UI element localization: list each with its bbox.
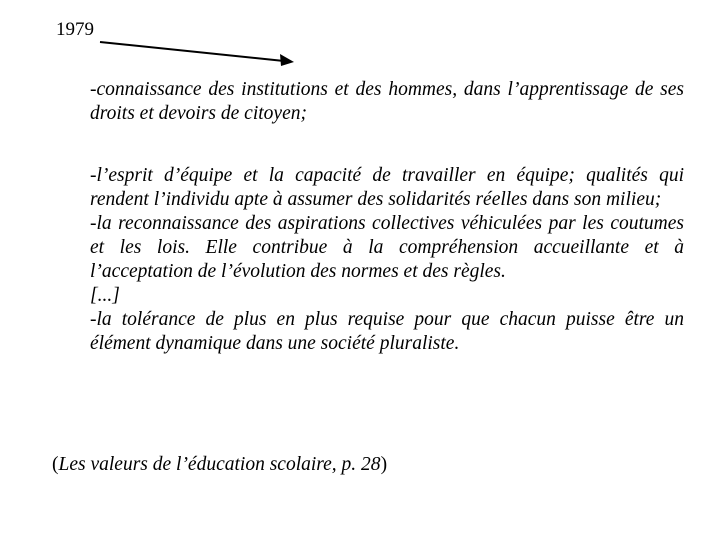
arrow-right-icon <box>98 32 298 72</box>
paragraph-reconnaissance: -la reconnaissance des aspirations collectives véhiculées par les coutumes et les lois. Elle contribue à la compréhension accueillante et à l’acceptation de l’évolution des normes et des règles. <box>90 213 684 282</box>
quote-block-1 <box>90 78 684 126</box>
year-heading: 1979 <box>56 19 94 40</box>
citation-text: Les valeurs de l’éducation scolaire, p. 28 <box>58 454 381 475</box>
paragraph-tolerance: -la tolérance de plus en plus requise pour que chacun puisse être un élément dynamique dans une société pluraliste. <box>90 309 684 354</box>
citation-close-paren: ) <box>380 454 388 475</box>
quote-block-2 <box>90 164 684 356</box>
paragraph-esprit-equipe: -l’esprit d’équipe et la capacité de travailler en équipe; qualités qui rendent l’individu apte à assumer des solidarités réelles dans son milieu; <box>90 165 684 210</box>
paragraph-ellipsis: [...] <box>90 285 120 306</box>
citation-open-paren: ( <box>52 454 59 475</box>
paragraph-institutions: -connaissance des institutions et des hommes, dans l’apprentissage de ses droits et devoirs de citoyen; <box>90 79 684 124</box>
citation <box>52 453 387 477</box>
